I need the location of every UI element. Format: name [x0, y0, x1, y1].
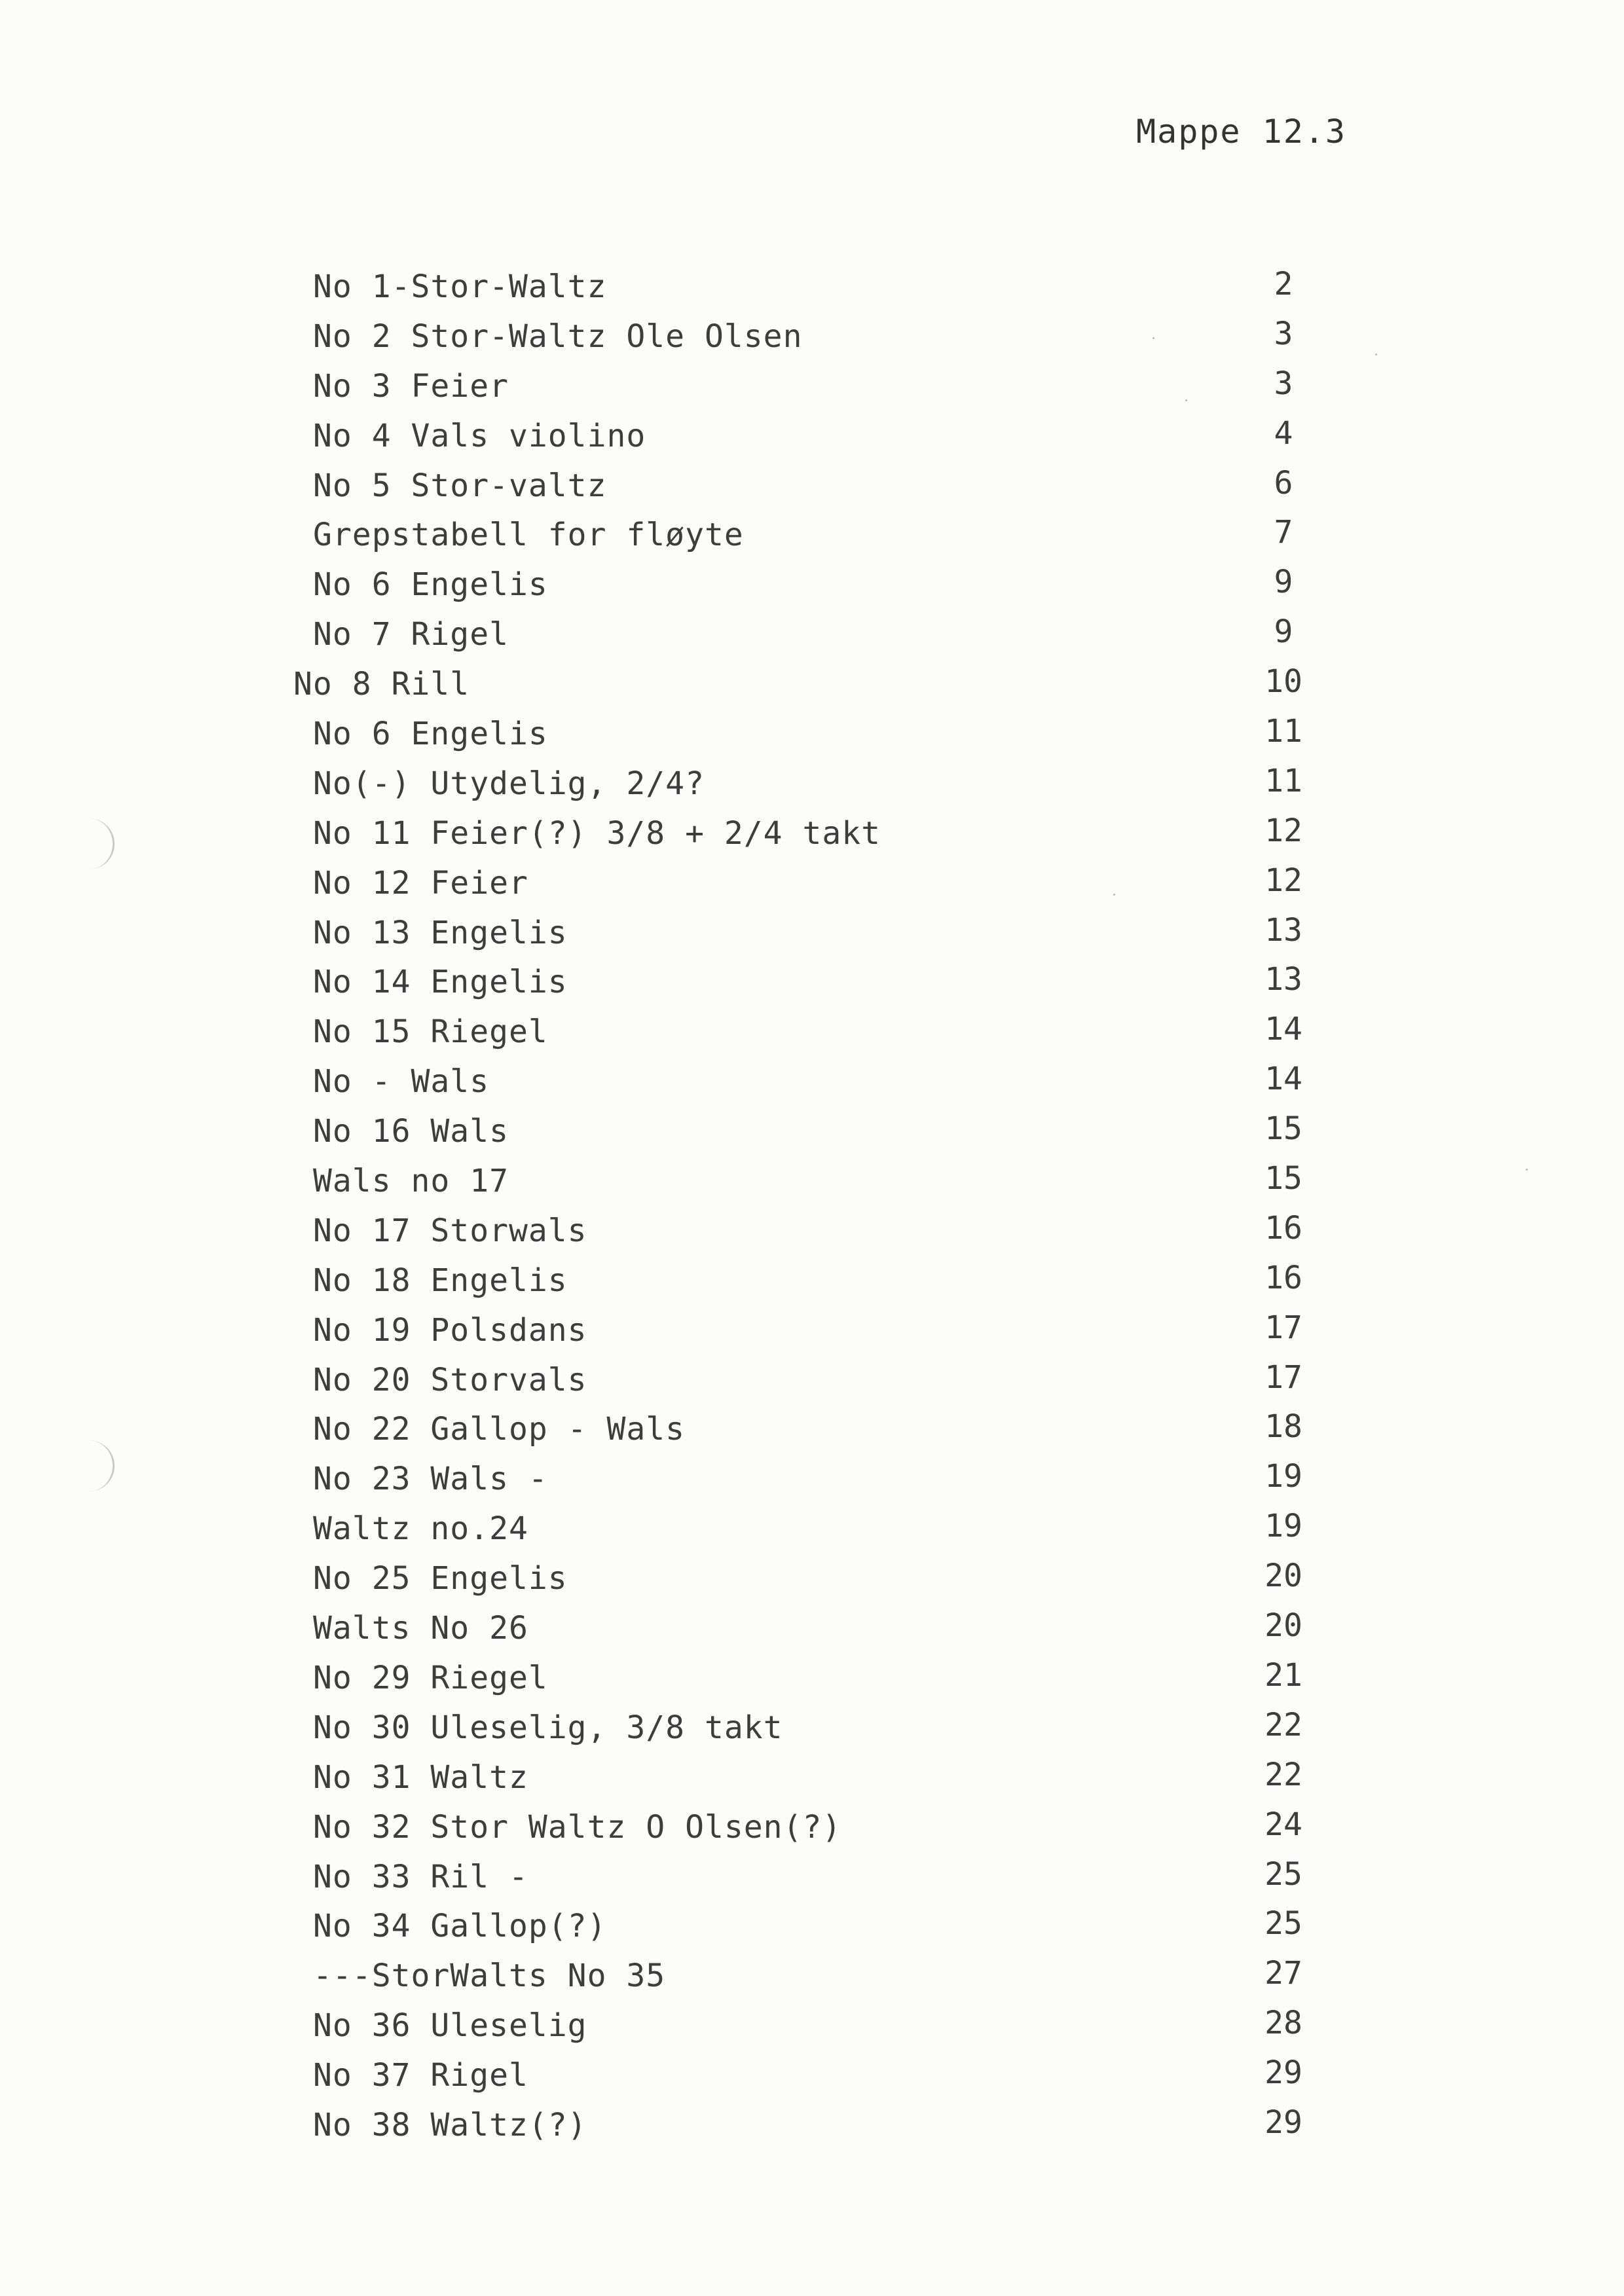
toc-entry: [0, 2100, 1624, 2150]
toc-entry-page-number: 6: [1274, 464, 1293, 501]
toc-entry-page-number: 17: [1264, 1358, 1302, 1396]
toc-entry: [0, 1703, 1624, 1753]
toc-entry-page-number: 25: [1264, 1905, 1302, 1942]
toc-entry: [0, 1305, 1624, 1355]
toc-entry-title: No 23 Wals -: [313, 1461, 548, 1498]
toc-entry-page-number: 7: [1274, 514, 1293, 551]
toc-entry-page-number: 25: [1264, 1855, 1302, 1893]
toc-entry: [0, 759, 1624, 809]
table-of-contents: [0, 262, 1624, 2150]
toc-entry: [0, 709, 1624, 759]
toc-entry-title: No 7 Rigel: [313, 616, 509, 653]
toc-entry-page-number: 3: [1274, 365, 1293, 402]
toc-entry-title: No 31 Waltz: [313, 1758, 528, 1796]
toc-entry-page-number: 27: [1264, 1955, 1302, 1992]
toc-entry: [0, 2050, 1624, 2100]
toc-entry-page-number: 10: [1264, 663, 1302, 701]
toc-entry-title: No 6 Engelis: [313, 566, 548, 604]
toc-entry-page-number: 29: [1264, 2054, 1302, 2092]
toc-entry: [0, 510, 1624, 560]
toc-entry-page-number: 22: [1264, 1756, 1302, 1793]
toc-entry-page-number: 15: [1264, 1160, 1302, 1197]
paper-speck: [1153, 337, 1154, 339]
toc-entry: [0, 1156, 1624, 1206]
toc-entry-title: No 17 Storwals: [313, 1212, 587, 1249]
toc-entry: [0, 908, 1624, 958]
toc-entry-page-number: 9: [1274, 564, 1293, 601]
toc-entry: [0, 1057, 1624, 1106]
toc-entry-title: No - Wals: [313, 1063, 490, 1101]
toc-entry-title: No 36 Uleselig: [313, 2007, 587, 2045]
toc-entry-title: No 30 Uleselig, 3/8 takt: [313, 1709, 783, 1746]
toc-entry-page-number: 16: [1264, 1259, 1302, 1296]
paper-speck: [1185, 399, 1187, 401]
toc-entry-title: Walts No 26: [313, 1610, 528, 1647]
toc-entry: [0, 858, 1624, 908]
toc-entry-title: No 33 Ril -: [313, 1858, 528, 1895]
toc-entry-title: No 5 Stor-valtz: [313, 467, 607, 504]
toc-entry-page-number: 15: [1264, 1110, 1302, 1148]
paper-speck: [1113, 894, 1115, 896]
toc-entry-page-number: 9: [1274, 613, 1293, 651]
toc-entry: [0, 312, 1624, 361]
toc-entry-title: Waltz no.24: [313, 1510, 528, 1548]
toc-entry-title: No 18 Engelis: [313, 1262, 568, 1299]
toc-entry: [0, 1404, 1624, 1454]
toc-entry-title: ---StorWalts No 35: [313, 1958, 666, 1995]
toc-entry: [0, 1603, 1624, 1653]
toc-entry-title: No 15 Riegel: [313, 1013, 548, 1051]
toc-entry-title: No 34 Gallop(?): [313, 1908, 607, 1945]
toc-entry: [0, 1106, 1624, 1156]
toc-entry-page-number: 11: [1264, 762, 1302, 799]
toc-entry: [0, 262, 1624, 312]
toc-entry: [0, 957, 1624, 1007]
toc-entry: [0, 1206, 1624, 1256]
toc-entry-title: No 25 Engelis: [313, 1560, 568, 1597]
toc-entry-page-number: 19: [1264, 1508, 1302, 1545]
toc-entry-title: No 13 Engelis: [313, 914, 568, 951]
toc-entry-page-number: 21: [1264, 1656, 1302, 1694]
toc-entry-title: No 2 Stor-Waltz Ole Olsen: [313, 318, 803, 355]
toc-entry-title: No(-) Utydelig, 2/4?: [313, 765, 705, 802]
toc-entry-title: No 20 Storvals: [313, 1361, 587, 1398]
toc-entry-page-number: 24: [1264, 1806, 1302, 1843]
toc-entry-title: No 16 Wals: [313, 1113, 509, 1150]
toc-entry-title: No 37 Rigel: [313, 2057, 528, 2094]
toc-entry-title: No 14 Engelis: [313, 964, 568, 1001]
toc-entry-page-number: 12: [1264, 862, 1302, 899]
toc-entry-title: No 8 Rill: [293, 666, 470, 703]
toc-entry-title: No 6 Engelis: [313, 716, 548, 753]
toc-entry: [0, 1653, 1624, 1703]
toc-entry: [0, 411, 1624, 461]
toc-entry-page-number: 22: [1264, 1706, 1302, 1743]
toc-entry: [0, 1802, 1624, 1852]
toc-entry-page-number: 19: [1264, 1458, 1302, 1495]
toc-entry-page-number: 14: [1264, 1061, 1302, 1098]
toc-entry-page-number: 28: [1264, 2005, 1302, 2042]
toc-entry-title: No 4 Vals violino: [313, 417, 646, 454]
toc-entry: [0, 1554, 1624, 1603]
toc-entry: [0, 361, 1624, 411]
folder-label: Mappe 12.3: [1136, 113, 1347, 151]
toc-entry-title: No 3 Feier: [313, 367, 509, 405]
toc-entry: [0, 1901, 1624, 1951]
toc-entry-title: No 11 Feier(?) 3/8 + 2/4 takt: [313, 814, 881, 852]
toc-entry-title: No 1-Stor-Waltz: [313, 268, 607, 305]
toc-entry: [0, 2001, 1624, 2050]
toc-entry-page-number: 11: [1264, 713, 1302, 750]
toc-entry-page-number: 16: [1264, 1209, 1302, 1247]
toc-entry-title: Grepstabell for fløyte: [313, 517, 744, 554]
toc-entry: [0, 1504, 1624, 1554]
toc-entry-page-number: 2: [1274, 266, 1293, 302]
toc-entry-title: No 29 Riegel: [313, 1659, 548, 1696]
toc-entry-page-number: 13: [1264, 961, 1302, 998]
toc-entry-title: No 22 Gallop - Wals: [313, 1411, 686, 1448]
toc-entry: [0, 1951, 1624, 2001]
toc-entry: [0, 1256, 1624, 1305]
toc-entry-title: No 12 Feier: [313, 864, 528, 902]
toc-entry-page-number: 20: [1264, 1558, 1302, 1595]
toc-entry-title: No 32 Stor Waltz O Olsen(?): [313, 1808, 842, 1846]
paper-speck: [1526, 1169, 1528, 1171]
toc-entry: [0, 560, 1624, 610]
toc-entry: [0, 1007, 1624, 1057]
toc-entry: [0, 809, 1624, 858]
toc-entry: [0, 659, 1624, 709]
toc-entry-page-number: 20: [1264, 1607, 1302, 1645]
toc-entry-page-number: 4: [1274, 414, 1293, 452]
toc-entry: [0, 1852, 1624, 1902]
toc-entry-page-number: 13: [1264, 911, 1302, 949]
toc-entry-page-number: 18: [1264, 1408, 1302, 1446]
toc-entry: [0, 1753, 1624, 1802]
toc-entry-title: Wals no 17: [313, 1163, 509, 1200]
toc-entry: [0, 1355, 1624, 1405]
toc-entry: [0, 610, 1624, 659]
toc-entry-page-number: 3: [1274, 315, 1293, 352]
toc-entry-page-number: 17: [1264, 1309, 1302, 1346]
toc-entry-title: No 38 Waltz(?): [313, 2106, 587, 2143]
toc-entry-page-number: 14: [1264, 1011, 1302, 1048]
toc-entry-page-number: 12: [1264, 812, 1302, 849]
toc-entry: [0, 1454, 1624, 1504]
toc-entry-page-number: 29: [1264, 2104, 1302, 2141]
paper-speck: [1375, 354, 1377, 355]
toc-entry: [0, 461, 1624, 511]
toc-entry-title: No 19 Polsdans: [313, 1311, 587, 1349]
